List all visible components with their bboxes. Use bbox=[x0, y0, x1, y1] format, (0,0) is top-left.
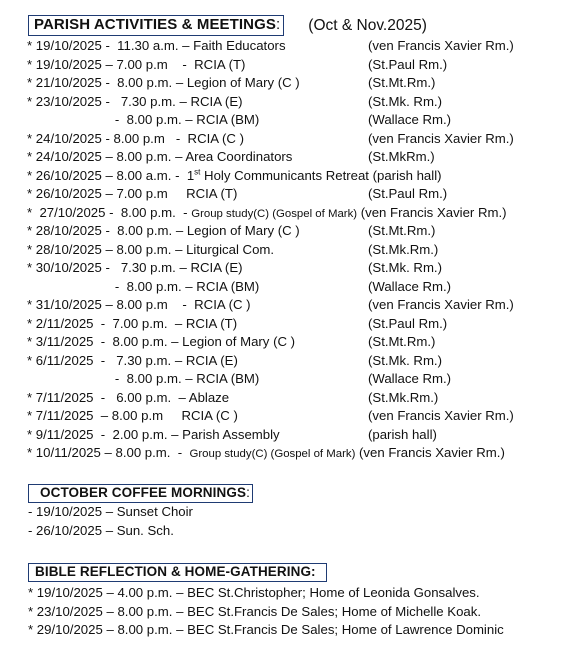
activity-text: - 8.00 p.m. – RCIA (BM) bbox=[27, 112, 260, 127]
activity-text: * 9/11/2025 - 2.00 p.m. – Parish Assembly bbox=[27, 426, 280, 442]
activity-venue: (ven Francis Xavier Rm.) bbox=[368, 408, 514, 423]
bible-reflection-item: * 29/10/2025 – 8.00 p.m. – BEC St.Francis De Sales; Home of Lawrence Dominic bbox=[28, 622, 504, 637]
activity-text: * 31/10/2025 – 8.00 p.m - RCIA (C ) bbox=[27, 297, 251, 312]
activity-venue: (St.Mk. Rm.) bbox=[368, 352, 442, 368]
activity-text: * 19/10/2025 – 7.00 p.m - RCIA (T) bbox=[27, 56, 246, 72]
activity-venue: (St.Paul Rm.) bbox=[368, 315, 448, 331]
activity-text: * 21/10/2025 - 8.00 p.m. – Legion of Mary (C ) bbox=[27, 75, 300, 90]
activity-text: * 7/11/2025 – 8.00 p.m RCIA (C ) bbox=[27, 408, 238, 423]
activity-text: * 30/10/2025 - 7.30 p.m. – RCIA (E) bbox=[27, 260, 243, 275]
activity-venue: (St.Mk. Rm.) bbox=[368, 260, 442, 275]
activity-text: * 23/10/2025 - 7.30 p.m. – RCIA (E) bbox=[27, 93, 243, 109]
coffee-mornings-title: OCTOBER COFFEE MORNINGS bbox=[40, 485, 247, 500]
activity-venue: (St.Mk. Rm.) bbox=[368, 93, 442, 109]
activity-venue: (St.Mt.Rm.) bbox=[368, 223, 436, 238]
activity-venue: (St.Paul Rm.) bbox=[368, 56, 448, 72]
activity-venue: (St.Mt.Rm.) bbox=[368, 75, 436, 90]
bible-reflection-item: * 19/10/2025 – 4.00 p.m. – BEC St.Christopher; Home of Leonida Gonsalves. bbox=[28, 585, 480, 600]
activity-text: * 2/11/2025 - 7.00 p.m. – RCIA (T) bbox=[27, 315, 238, 331]
activity-text: * 24/10/2025 - 8.00 p.m - RCIA (C ) bbox=[27, 130, 244, 146]
coffee-mornings-list bbox=[28, 503, 193, 540]
coffee-mornings-header bbox=[28, 484, 253, 503]
activity-text: * 28/10/2025 – 8.00 p.m. – Liturgical Com. bbox=[27, 241, 275, 257]
activity-text: - 8.00 p.m. – RCIA (BM) bbox=[27, 278, 260, 294]
activity-venue: (St.Mt.Rm.) bbox=[368, 334, 436, 349]
activity-venue: (ven Francis Xavier Rm.) bbox=[368, 297, 514, 312]
coffee-morning-item: - 19/10/2025 – Sunset Choir bbox=[28, 504, 193, 519]
parish-activities-title: PARISH ACTIVITIES & MEETINGS bbox=[34, 16, 276, 33]
activity-text: * 3/11/2025 - 8.00 p.m. – Legion of Mary (C ) bbox=[27, 334, 296, 349]
activity-venue: (St.Paul Rm.) bbox=[368, 186, 448, 201]
activity-text bbox=[27, 444, 505, 464]
activity-venue: (St.MkRm.) bbox=[368, 149, 435, 164]
activity-venue-inline: (ven Francis Xavier Rm.) bbox=[357, 204, 507, 220]
period-label: (Oct & Nov.2025) bbox=[308, 16, 427, 34]
activity-venue: (Wallace Rm.) bbox=[368, 112, 452, 127]
activity-venue: (parish hall) bbox=[368, 426, 437, 442]
activity-venue: (St.Mk.Rm.) bbox=[368, 389, 439, 405]
activity-small-text: Group study(C) (Gospel of Mark) bbox=[189, 448, 356, 460]
activity-text-part: * 26/10/2025 – 8.00 a.m. - 1 bbox=[27, 167, 195, 183]
activity-text: * 19/10/2025 - 11.30 a.m. – Faith Educators bbox=[27, 38, 286, 53]
bible-reflection-list bbox=[28, 584, 504, 640]
activity-text: * 28/10/2025 - 8.00 p.m. – Legion of Mary (C ) bbox=[27, 223, 300, 238]
activity-text bbox=[27, 204, 507, 224]
activity-venue-inline: (ven Francis Xavier Rm.) bbox=[355, 445, 505, 460]
activity-text-part: Holy Communicants Retreat (parish hall) bbox=[200, 167, 442, 183]
activity-text: * 24/10/2025 – 8.00 p.m. – Area Coordinators bbox=[27, 149, 293, 164]
activity-text: * 6/11/2025 - 7.30 p.m. – RCIA (E) bbox=[27, 352, 238, 368]
activity-small-text: Group study(C) (Gospel of Mark) bbox=[191, 207, 358, 220]
parish-activities-title-colon: : bbox=[276, 16, 281, 33]
activity-venue: (ven Francis Xavier Rm.) bbox=[368, 38, 514, 53]
activity-text: - 8.00 p.m. – RCIA (BM) bbox=[27, 371, 260, 386]
coffee-morning-item: - 26/10/2025 – Sun. Sch. bbox=[28, 522, 174, 538]
activity-venue: (Wallace Rm.) bbox=[368, 278, 452, 294]
bible-reflection-header bbox=[28, 563, 327, 582]
parish-activities-title-box bbox=[28, 15, 284, 36]
activity-text-part: * 27/10/2025 - 8.00 p.m. - bbox=[27, 204, 192, 220]
activity-venue: (Wallace Rm.) bbox=[368, 371, 452, 386]
activity-venue: (ven Francis Xavier Rm.) bbox=[368, 130, 514, 146]
activity-text bbox=[27, 167, 442, 186]
activity-text: * 26/10/2025 – 7.00 p.m RCIA (T) bbox=[27, 186, 238, 201]
bible-reflection-title: BIBLE REFLECTION & HOME-GATHERING: bbox=[28, 563, 327, 582]
activity-venue: (St.Mk.Rm.) bbox=[368, 241, 439, 257]
parish-activities-header bbox=[28, 15, 427, 36]
activity-text-part: * 10/11/2025 – 8.00 p.m. - bbox=[27, 445, 190, 460]
coffee-mornings-title-colon: : bbox=[246, 485, 250, 500]
ordinal-suffix: st bbox=[194, 167, 201, 177]
bible-reflection-item: * 23/10/2025 – 8.00 p.m. – BEC St.Francis De Sales; Home of Michelle Koak. bbox=[28, 603, 481, 619]
coffee-mornings-title-box bbox=[28, 484, 253, 503]
activity-text: * 7/11/2025 - 6.00 p.m. – Ablaze bbox=[27, 389, 230, 405]
